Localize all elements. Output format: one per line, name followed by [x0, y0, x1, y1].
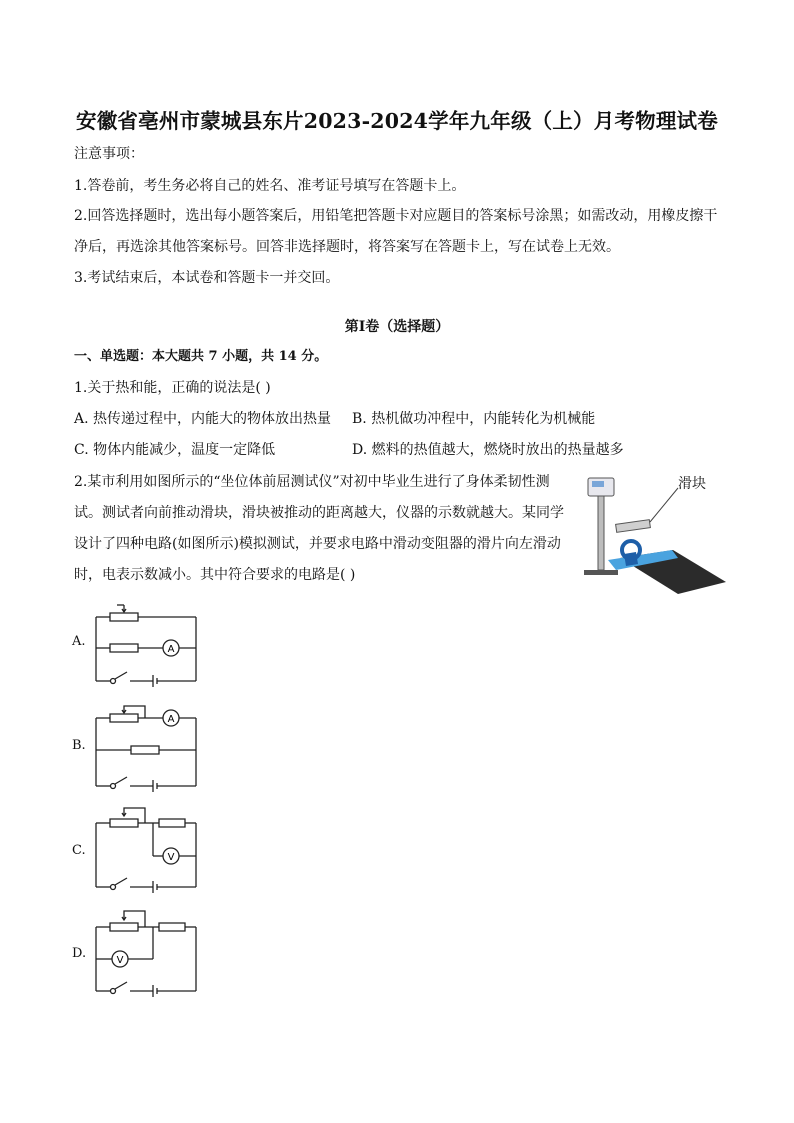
notice-item-2-line-2: 净后，再选涂其他答案标号。回答非选择题时，将答案写在答题卡上，写在试卷上无效。	[74, 239, 620, 255]
circuit-option-c-label: C.	[72, 843, 86, 858]
voltmeter-symbol-c: V	[167, 852, 175, 863]
notice-item-1: 1.答卷前，考生务必将自己的姓名、准考证号填写在答题卡上。	[74, 178, 466, 194]
circuit-option-a-label: A.	[72, 634, 86, 649]
voltmeter-symbol-d: V	[116, 955, 124, 966]
question-1-option-d: D. 燃料的热值越大，燃烧时放出的热量越多	[352, 442, 624, 458]
part-heading: 一、单选题：本大题共 7 小题，共 14 分。	[74, 349, 328, 364]
tester-device-illustration	[584, 478, 726, 594]
circuit-diagram-c	[93, 804, 199, 896]
ammeter-symbol-b: A	[167, 714, 175, 725]
question-2-line-1: 2.某市利用如图所示的“坐位体前屈测试仪”对初中毕业生进行了身体柔韧性测	[74, 474, 550, 490]
slider-block-label: 滑块	[678, 476, 706, 492]
circuit-diagram-d	[93, 906, 199, 998]
question-1-option-b: B. 热机做功冲程中，内能转化为机械能	[352, 411, 596, 427]
circuit-diagram-a	[93, 600, 199, 692]
circuit-option-b-label: B.	[72, 738, 86, 753]
circuit-option-d-label: D.	[72, 946, 87, 961]
page-title: 安徽省亳州市蒙城县东片2023-2024学年九年级（上）月考物理试卷	[76, 109, 718, 133]
question-2-line-2: 试。测试者向前推动滑块，滑块被推动的距离越大，仪器的示数就越大。某同学	[74, 505, 564, 521]
ammeter-symbol-a: A	[167, 644, 175, 655]
question-2-line-4: 时，电表示数减小。其中符合要求的电路是( )	[74, 567, 356, 583]
section-title: 第I卷（选择题）	[344, 319, 450, 335]
sit-and-reach-tester-figure	[578, 470, 728, 604]
notice-heading: 注意事项：	[74, 146, 144, 162]
circuit-diagram-b	[93, 704, 199, 796]
question-1-stem: 1.关于热和能，正确的说法是( )	[74, 380, 271, 396]
question-1-option-c: C. 物体内能减少，温度一定降低	[74, 442, 276, 458]
notice-item-2-line-1: 2.回答选择题时，选出每小题答案后，用铅笔把答题卡对应题目的答案标号涂黑；如需改动，用橡皮擦干	[74, 208, 718, 224]
question-2-line-3: 设计了四种电路(如图所示)模拟测试，并要求电路中滑动变阻器的滑片向左滑动	[74, 536, 561, 552]
question-1-option-a: A. 热传递过程中，内能大的物体放出热量	[74, 411, 332, 427]
notice-item-3: 3.考试结束后，本试卷和答题卡一并交回。	[74, 270, 340, 286]
